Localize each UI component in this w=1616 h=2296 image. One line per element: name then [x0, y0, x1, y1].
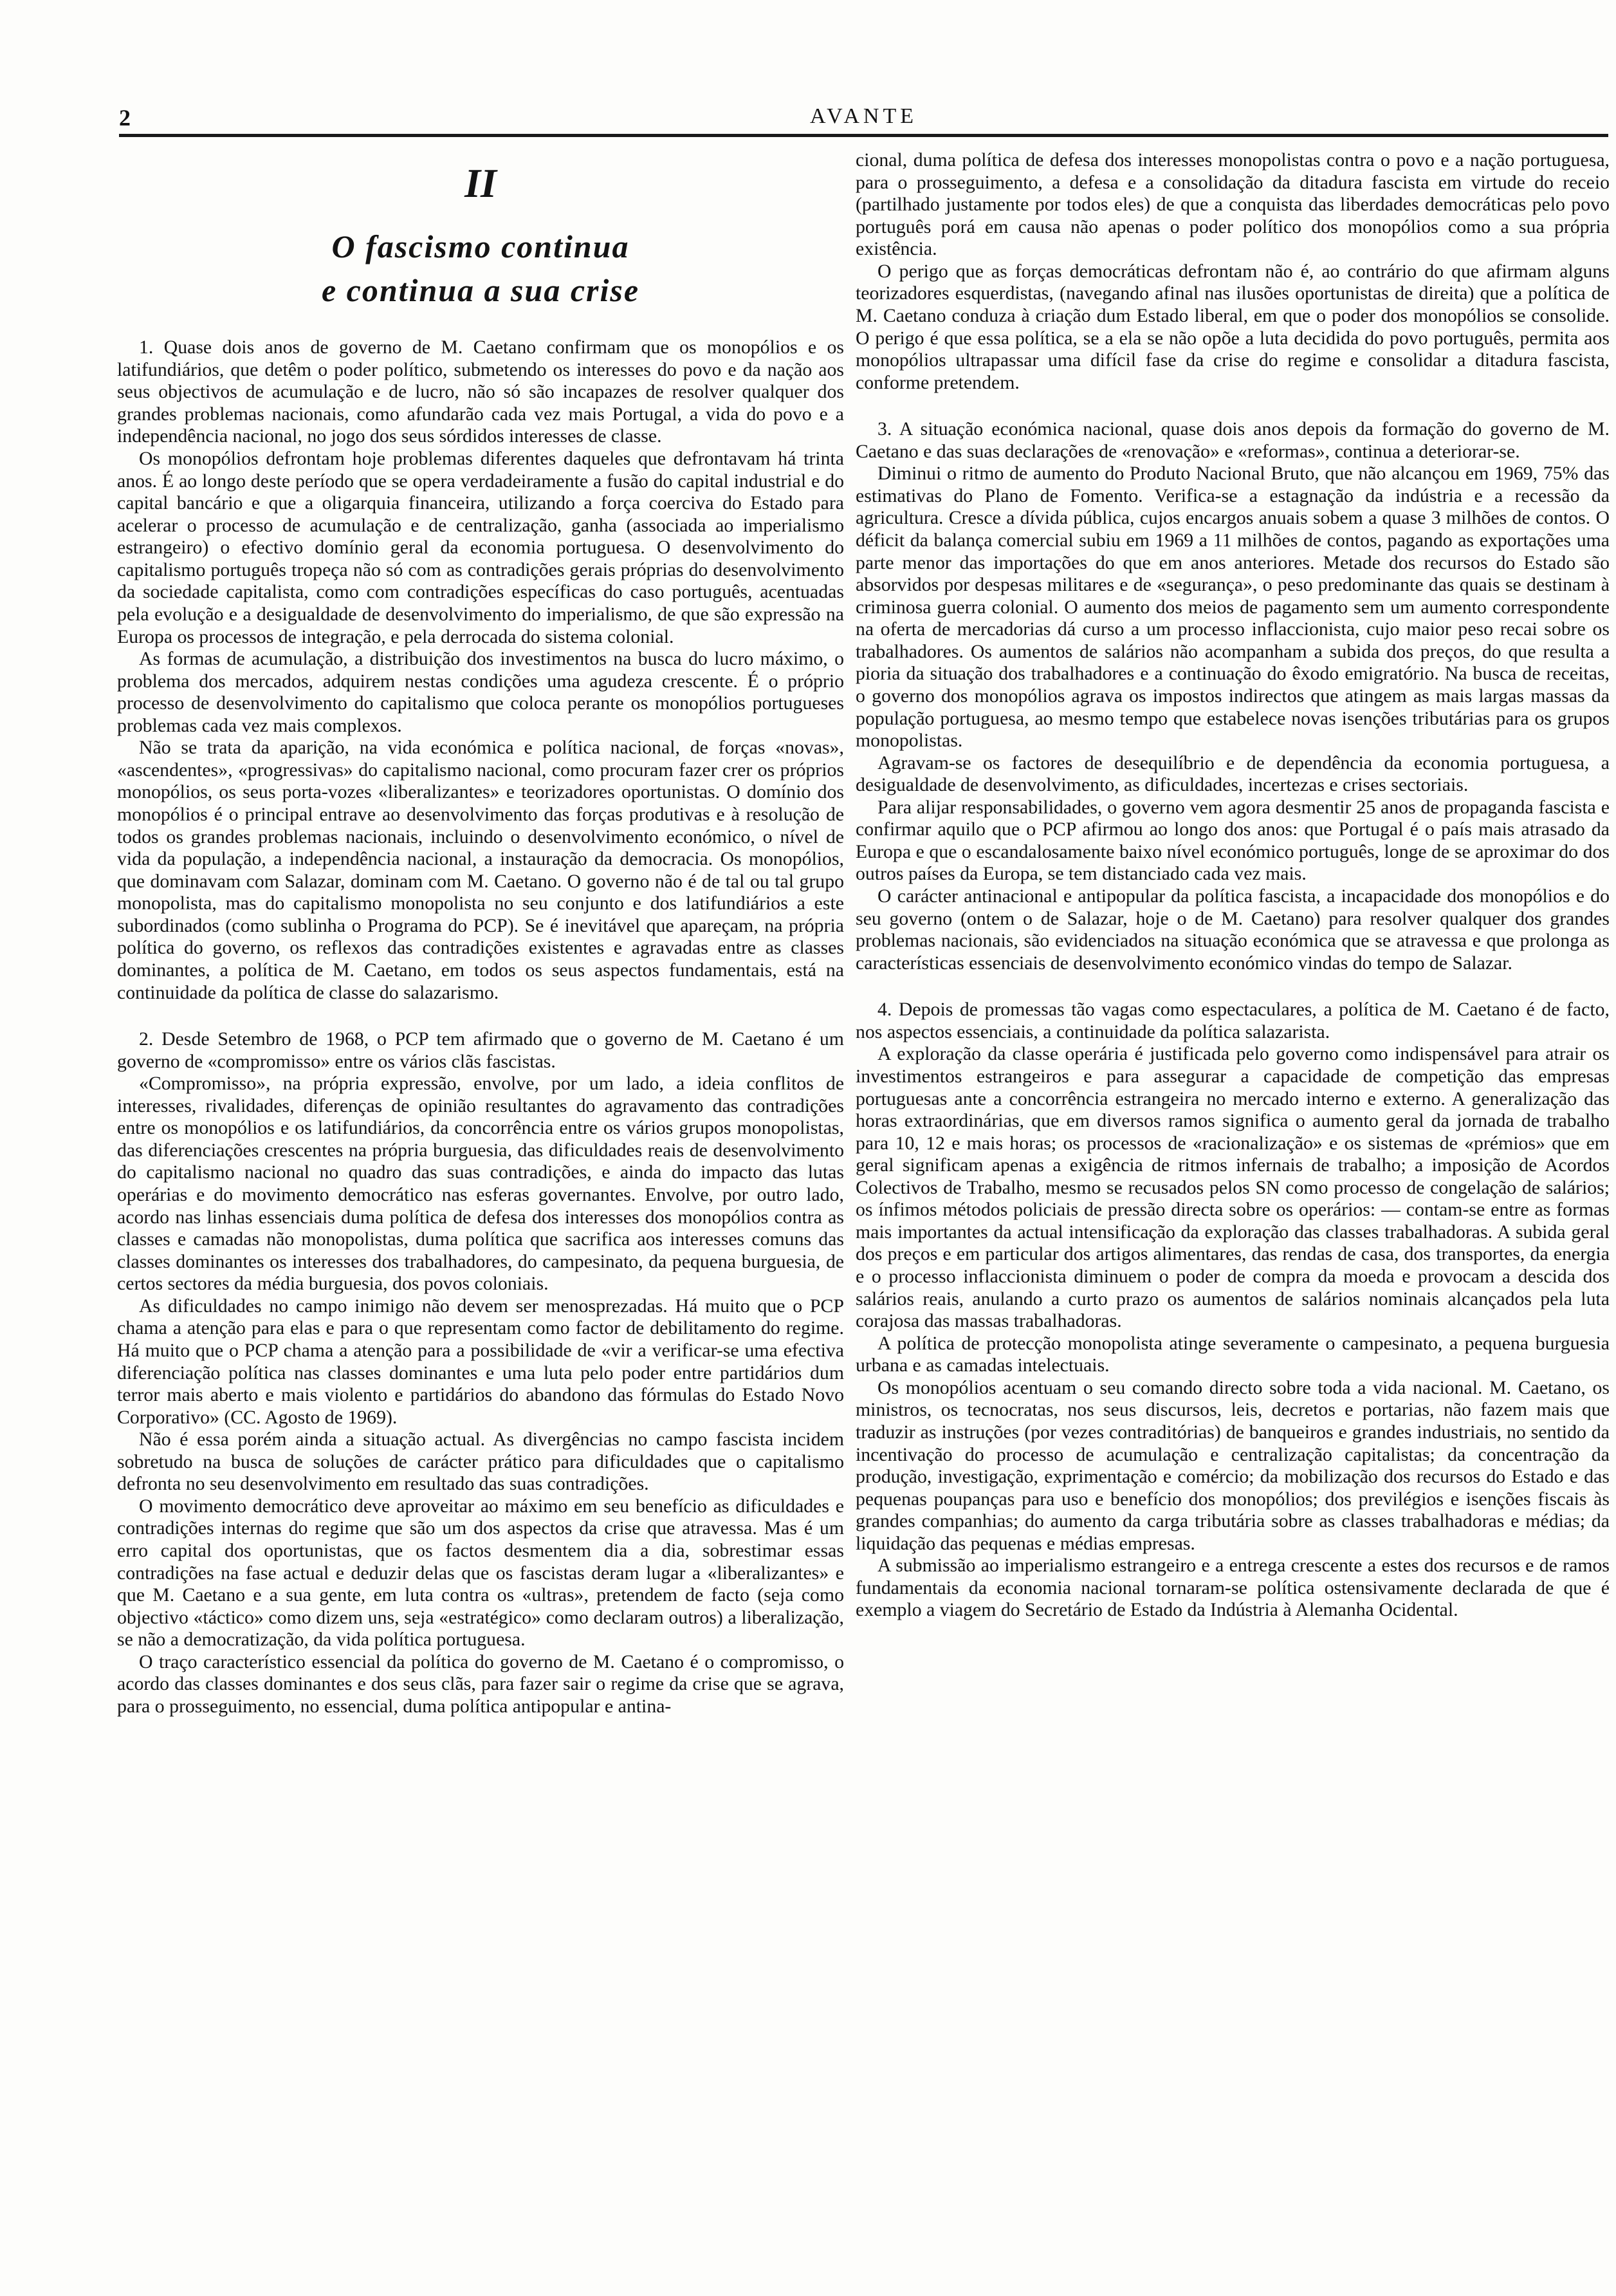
paragraph: O carácter antinacional e antipopular da política fascista, a incapacidade dos monopólios e do seu governo (ontem o de Salazar, hoje o de M. Caetano) para resolver qualquer dos grandes problemas nacionais, são evidenciados na situação económica que se atravessa e que prolonga as características essenciais de desenvolvimento económico vindas do tempo de Salazar.	[856, 885, 1610, 974]
page-number: 2	[119, 105, 131, 131]
paragraph: 4. Depois de promessas tão vagas como espectaculares, a política de M. Caetano é de facto, nos aspectos essenciais, a continuidade da política salazarista.	[856, 999, 1610, 1042]
paragraph: Não é essa porém ainda a situação actual. As divergências no campo fascista incidem sobretudo na busca de soluções de carácter prático para dificuldades que o capitalismo defronta no seu desenvolvimento em resultado das suas contradições.	[117, 1429, 844, 1495]
section-title-line-1: O fascismo continua	[331, 228, 630, 265]
paragraph: Não se trata da aparição, na vida económica e política nacional, de forças «novas», «ascendentes», «progressivas» do capitalismo nacional, como procuram fazer crer os próprios monopólios, os seus porta-vozes «liberalizantes» e teorizadores oportunistas. O domínio dos monopólios é o principal entrave ao desenvolvimento das forças produtivas e à resolução de todos os grandes problemas nacionais, incluindo o desenvolvimento económico, o nível de vida da população, a independência nacional, a instauração da democracia. Os monopólios, que dominavam com Salazar, dominam com M. Caetano. O governo não é de tal ou tal grupo monopolista, mas do capitalismo monopolista no seu conjunto e dos latifundiários a este subordinados (como sublinha o Programa do PCP). Se é inevitável que apareçam, na própria política do governo, os reflexos das contradições existentes e agravadas entre as classes dominantes, a política de M. Caetano, em todos os seus aspectos fundamentais, está na continuidade da política de classe do salazarismo.	[117, 737, 844, 1003]
section-title	[117, 160, 844, 312]
paragraph: Diminui o ritmo de aumento do Produto Nacional Bruto, que não alcançou em 1969, 75% das estimativas do Plano de Fomento. Verifica-se a estagnação da indústria e a recessão da agricultura. Cresce a dívida pública, cujos encargos anuais sobem a quase 3 milhões de contos. O déficit da balança comercial subiu em 1969 a 11 milhões de contos, pagando as exportações uma parte menor das importações do que em anos anteriores. Metade dos recursos do Estado são absorvidos por despesas militares e de «segurança», o peso predominante das quais se destinam à criminosa guerra colonial. O aumento dos meios de pagamento sem um aumento correspondente na oferta de mercadorias dá curso a um processo inflaccionista, cujo maior peso recai sobre os trabalhadores. Os aumentos de salários não acompanham a subida dos preços, do que resulta a pioria da situação dos trabalhadores e a continuação do êxodo emigratório. Na busca de receitas, o governo dos monopólios agrava os impostos indirectos que atingem as mais largas massas da população portuguesa, ao mesmo tempo que estabelece novas isenções tributárias para os grupos monopolistas.	[856, 463, 1610, 752]
paragraph: A política de protecção monopolista atinge severamente o campesinato, a pequena burguesia urbana e as camadas intelectuais.	[856, 1332, 1610, 1376]
paragraph: As dificuldades no campo inimigo não devem ser menosprezadas. Há muito que o PCP chama a atenção para elas e para o que representam como factor de debilitamento do regime. Há muito que o PCP chama a atenção para a possibilidade de «vir a verificar-se uma efectiva diferenciação política nas classes dominantes e uma luta pelo poder entre partidários dum terror mais aberto e mais violento e partidários do abandono das fórmulas do Estado Novo Corporativo» (CC. Agosto de 1969).	[117, 1295, 844, 1428]
paragraph: 2. Desde Setembro de 1968, o PCP tem afirmado que o governo de M. Caetano é um governo de «compromisso» entre os vários clãs fascistas.	[117, 1028, 844, 1072]
paragraph: Para alijar responsabilidades, o governo vem agora desmentir 25 anos de propaganda fascista e confirmar aquilo que o PCP afirmou ao longo dos anos: que Portugal é o país mais atrasado da Europa e que o escandalosamente baixo nível económico português, longe de se aproximar do dos outros países da Europa, se tem distanciado cada vez mais.	[856, 796, 1610, 885]
section-number: II	[464, 160, 497, 206]
masthead: AVANTE	[810, 104, 917, 128]
section-title-line-2: e continua a sua crise	[321, 272, 640, 308]
paragraph: «Compromisso», na própria expressão, envolve, por um lado, a ideia conflitos de interesses, rivalidades, diferenças de opinião resultantes do agravamento das contradições entre os monopólios e os latifundiários, da concorrência entre os vários grupos monopolistas, das diferenciações crescentes na própria burguesia, das dificuldades reais de desenvolvimento do capitalismo nacional no quadro das suas contradições, e ainda do impacto das lutas operárias e do movimento democrático nas esferas governantes. Envolve, por outro lado, acordo nas linhas essenciais duma política de defesa dos interesses dos monopólios contra as classes e camadas não monopolistas, duma política que sacrifica aos interesses comuns das classes dominantes os interesses dos trabalhadores, do campesinato, da pequena burguesia, de certos sectores da média burguesia, dos povos coloniais.	[117, 1073, 844, 1295]
paragraph: cional, duma política de defesa dos interesses monopolistas contra o povo e a nação portuguesa, para o prosseguimento, a defesa e a consolidação da ditadura fascista em virtude do receio (partilhado justamente por todos eles) de que a conquista das liberdades democráticas pelo povo português porá em causa não apenas o poder político dos monopólios como a sua própria existência.	[856, 149, 1610, 260]
paragraph: 1. Quase dois anos de governo de M. Caetano confirmam que os monopólios e os latifundiários, que detêm o poder político, submetendo os interesses do povo e da nação aos seus objectivos de acumulação e de lucro, não só são incapazes de resolver qualquer dos grandes problemas nacionais, como afundarão cada vez mais Portugal, a vida do povo e a independência nacional, no jogo dos seus sórdidos interesses de classe.	[117, 337, 844, 447]
paragraph: O movimento democrático deve aproveitar ao máximo em seu benefício as dificuldades e contradições internas do regime que são um dos aspectos da crise que atravessa. Mas é um erro capital dos oportunistas, que os factos desmentem dia a dia, sobrestimar essas contradições na fase actual e deduzir delas que os fascistas deram lugar a «liberalizantes» e que M. Caetano e a sua gente, em luta contra os «ultras», pretendem de facto (seja como objectivo «táctico» como dizem uns, seja «estratégico» como declaram outros) a liberalização, se não a democratização, da vida política portuguesa.	[117, 1495, 844, 1651]
paragraph: A exploração da classe operária é justificada pelo governo como indispensável para atrair os investimentos estrangeiros e para assegurar a capacidade de competição das empresas portuguesas ante a concorrência estrangeira no mercado interno e externo. A generalização das horas extraordinárias, que em diversos ramos significa o aumento geral da jornada de trabalho para 10, 12 e mais horas; os processos de «racionalização» e os sistemas de «prémios» que em geral significam apenas a exigência de ritmos infernais de trabalho; a imposição de Acordos Colectivos de Trabalho, mesmo se recusados pelos SN como processo de congelação de salários; os ínfimos métodos policiais de pressão directa sobre os operários: — contam-se entre as formas mais importantes da actual intensificação da exploração das classes trabalhadoras. A subida geral dos preços e em particular dos artigos alimentares, das rendas de casa, dos transportes, da energia e o processo inflaccionista diminuem o poder de compra da moeda e provocam a descida dos salários reais, anulando a curto prazo os aumentos de salários nominais alcançados pela luta corajosa das massas trabalhadoras.	[856, 1043, 1610, 1332]
paragraph: Agravam-se os factores de desequilíbrio e de dependência da economia portuguesa, a desigualdade de desenvolvimento, as dificuldades, incertezas e crises sectoriais.	[856, 752, 1610, 796]
page-header	[119, 102, 1608, 137]
right-column	[856, 149, 1610, 2286]
paragraph: O perigo que as forças democráticas defrontam não é, ao contrário do que afirmam alguns teorizadores esquerdistas, (navegando afinal nas ilusões oportunistas de direita) que a política de M. Caetano conduza à criação dum Estado liberal, em que o poder dos monopólios se consolide. O perigo é que essa política, se a ela se não opõe a luta decidida do povo português, permita aos monopólios ultrapassar uma difícil fase da crise do regime e consolidar a ditadura fascista, conforme pretendem.	[856, 260, 1610, 393]
paragraph: A submissão ao imperialismo estrangeiro e a entrega crescente a estes dos recursos e de ramos fundamentais da economia nacional tornaram-se política ostensivamente declarada de que é exemplo a viagem do Secretário de Estado da Indústria à Alemanha Ocidental.	[856, 1555, 1610, 1621]
left-column	[117, 149, 844, 2286]
paragraph: Os monopólios acentuam o seu comando directo sobre toda a vida nacional. M. Caetano, os ministros, os tecnocratas, nos seus discursos, leis, decretos e portarias, não fazem mais que traduzir as instruções (por vezes contraditórias) de banqueiros e grandes industriais, no sentido da incentivação do processo de acumulação e centralização capitalistas; da concentração da produção, investigação, exprimentação e comércio; da mobilização dos recursos do Estado e das pequenas poupanças para uso e benefício dos monopólios; dos previlégios e isenções fiscais às grandes companhias; do aumento da carga tributária sobre as classes trabalhadoras e médias; da liquidação das pequenas e médias empresas.	[856, 1376, 1610, 1554]
paragraph: 3. A situação económica nacional, quase dois anos depois da formação do governo de M. Caetano e das suas declarações de «renovação» e «reformas», continua a deteriorar-se.	[856, 418, 1610, 462]
paragraph: Os monopólios defrontam hoje problemas diferentes daqueles que defrontavam há trinta anos. É ao longo deste período que se opera verdadeiramente a fusão do capital industrial e do capital bancário e que a oligarquia financeira, utilizando a força coerciva do Estado para acelerar o processo de acumulação e de centralização, ganha (associada ao imperialismo estrangeiro) o efectivo domínio geral da economia portuguesa. O desenvolvimento do capitalismo português tropeça não só com as contradições gerais próprias do desenvolvimento da sociedade capitalista, como com contradições específicas do caso português, acentuadas pela evolução e a desigualdade de desenvolvimento do imperialismo, de que são expressão na Europa os processos de integração, e pela derrocada do sistema colonial.	[117, 448, 844, 647]
paragraph: As formas de acumulação, a distribuição dos investimentos na busca do lucro máximo, o problema dos mercados, adquirem nestas condições uma agudeza crescente. É o próprio processo de desenvolvimento do capitalismo que coloca perante os monopólios portugueses problemas cada vez mais complexos.	[117, 648, 844, 736]
paragraph: O traço característico essencial da política do governo de M. Caetano é o compromisso, o acordo das classes dominantes e dos seus clãs, para fazer sair o regime da crise que se agrava, para o prosseguimento, no essencial, duma política antipopular e antina-	[117, 1651, 844, 1717]
